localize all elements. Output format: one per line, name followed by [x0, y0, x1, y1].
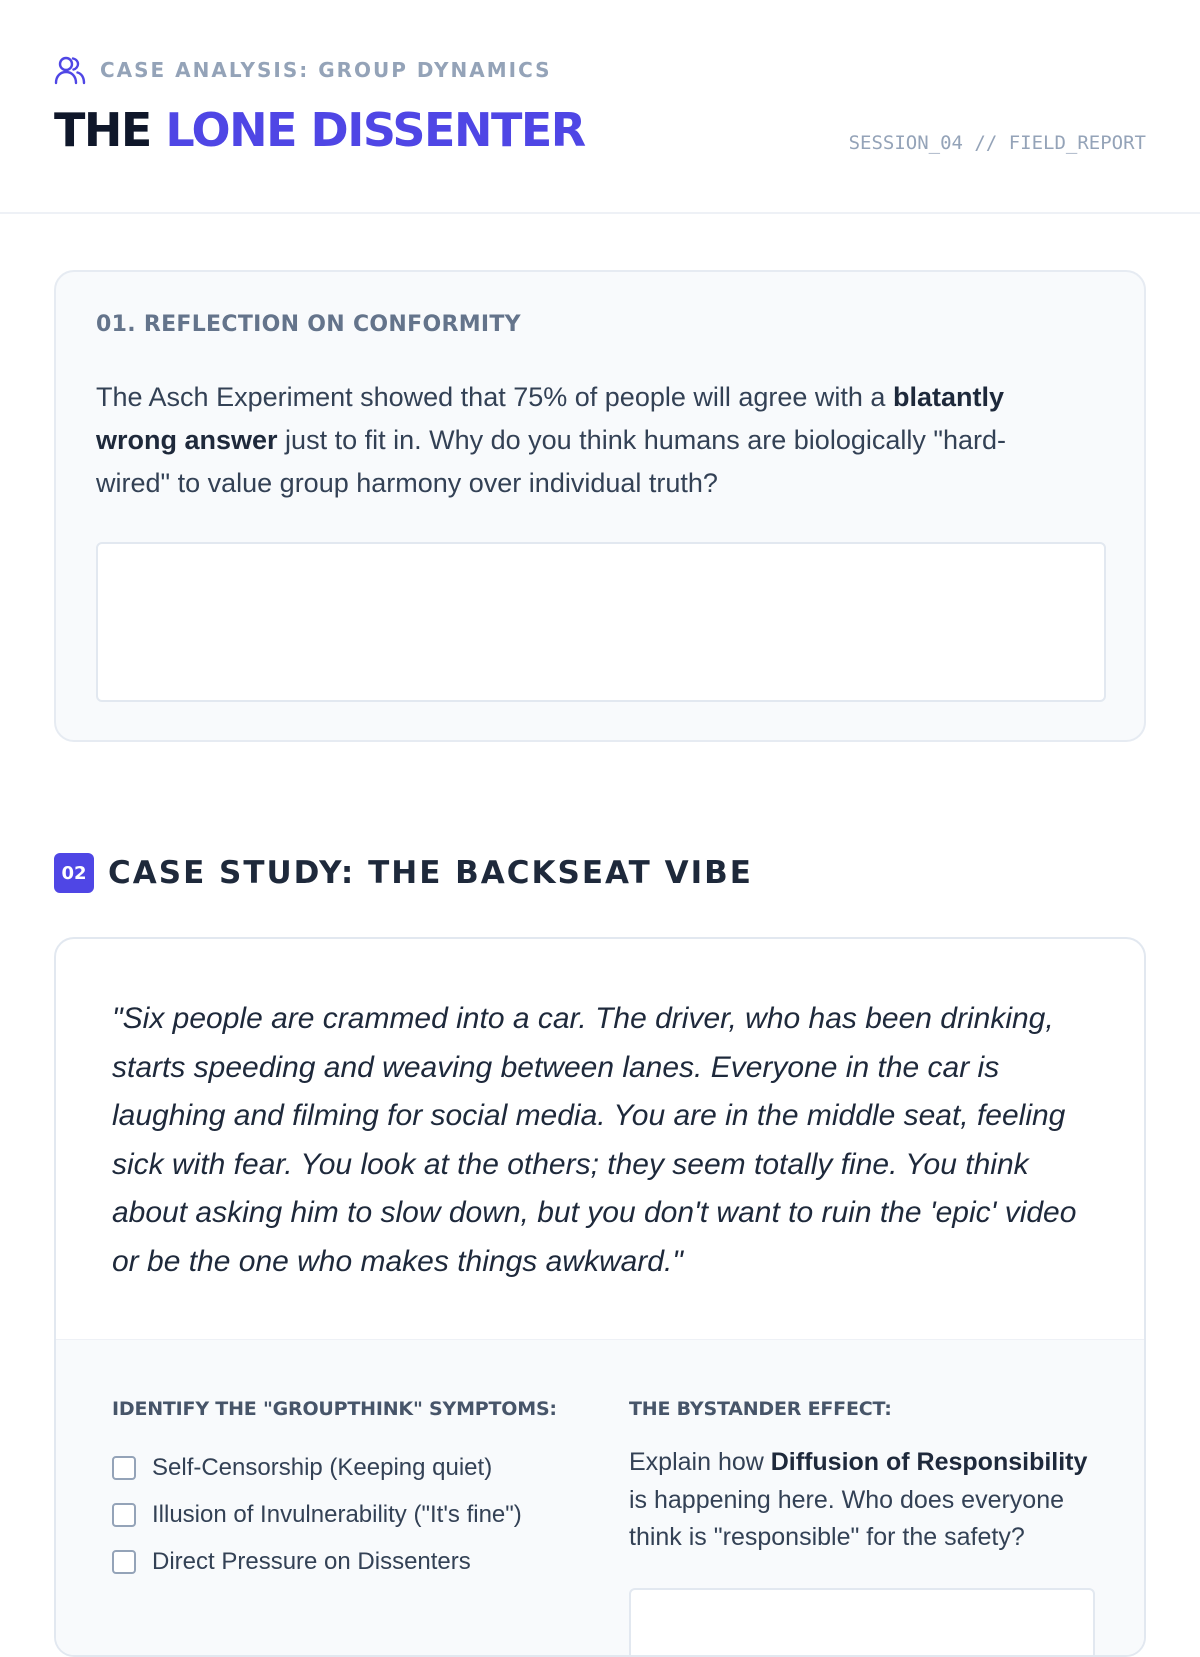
section-number-badge: 02	[54, 853, 94, 893]
reflection-card	[54, 270, 1146, 742]
page-title	[54, 98, 585, 162]
bystander-prompt	[629, 1444, 1099, 1557]
symptoms-list	[112, 1444, 522, 1585]
symptom-label: Self-Censorship (Keeping quiet)	[152, 1453, 493, 1481]
title-lead: THE	[54, 103, 151, 157]
case-study-questions	[56, 1339, 1144, 1657]
bystander-label: THE BYSTANDER EFFECT:	[629, 1398, 892, 1420]
symptom-checkbox[interactable]	[112, 1503, 136, 1527]
scenario-quote: "Six people are crammed into a car. The driver, who has been drinking, starts speeding and weaving between lanes. Everyone in the car is laughing and filming for social media. You are in the middle seat, feeling sick with fear. You look at the others; they seem totally fine. You think about asking him to slow down, but you don't want to ruin the 'epic' video or be the one who makes things awkward."	[112, 1002, 1077, 1278]
symptom-label: Direct Pressure on Dissenters	[152, 1547, 471, 1575]
symptoms-label: IDENTIFY THE "GROUPTHINK" SYMPTOMS:	[112, 1398, 557, 1420]
symptom-checkbox[interactable]	[112, 1550, 136, 1574]
symptom-checkbox[interactable]	[112, 1456, 136, 1480]
bystander-answer-field[interactable]	[629, 1588, 1095, 1657]
reflection-prompt	[96, 376, 1076, 505]
prompt-text-before: The Asch Experiment showed that 75% of people will agree with a	[96, 382, 893, 412]
session-code: SESSION_04 // FIELD_REPORT	[848, 132, 1146, 154]
kicker-text: CASE ANALYSIS: GROUP DYNAMICS	[100, 58, 552, 82]
case-study-card	[54, 937, 1146, 1657]
reflection-answer-field[interactable]	[96, 542, 1106, 702]
prompt-text-bold: blatantly wrong answer	[96, 382, 1004, 455]
case-study-header	[54, 853, 753, 893]
symptom-label: Illusion of Invulnerability ("It's fine")	[152, 1500, 522, 1528]
bystander-text-before: Explain how	[629, 1448, 771, 1476]
page-header	[0, 0, 1200, 214]
users-icon	[54, 54, 86, 86]
symptom-item[interactable]	[112, 1491, 522, 1538]
reflection-label: 01. REFLECTION ON CONFORMITY	[96, 312, 521, 337]
bystander-text-after: is happening here. Who does everyone think is "responsible" for the safety?	[629, 1485, 1065, 1551]
kicker	[54, 54, 552, 86]
case-study-title: CASE STUDY: THE BACKSEAT VIBE	[108, 855, 753, 891]
symptom-item[interactable]	[112, 1444, 522, 1491]
bystander-text-bold: Diffusion of Responsibility	[770, 1448, 1088, 1476]
prompt-text-after: just to fit in. Why do you think humans are biologically "hard-wired" to value group harmony over individual truth?	[96, 425, 1006, 498]
symptom-item[interactable]	[112, 1538, 522, 1585]
title-accent: LONE DISSENTER	[165, 103, 585, 157]
